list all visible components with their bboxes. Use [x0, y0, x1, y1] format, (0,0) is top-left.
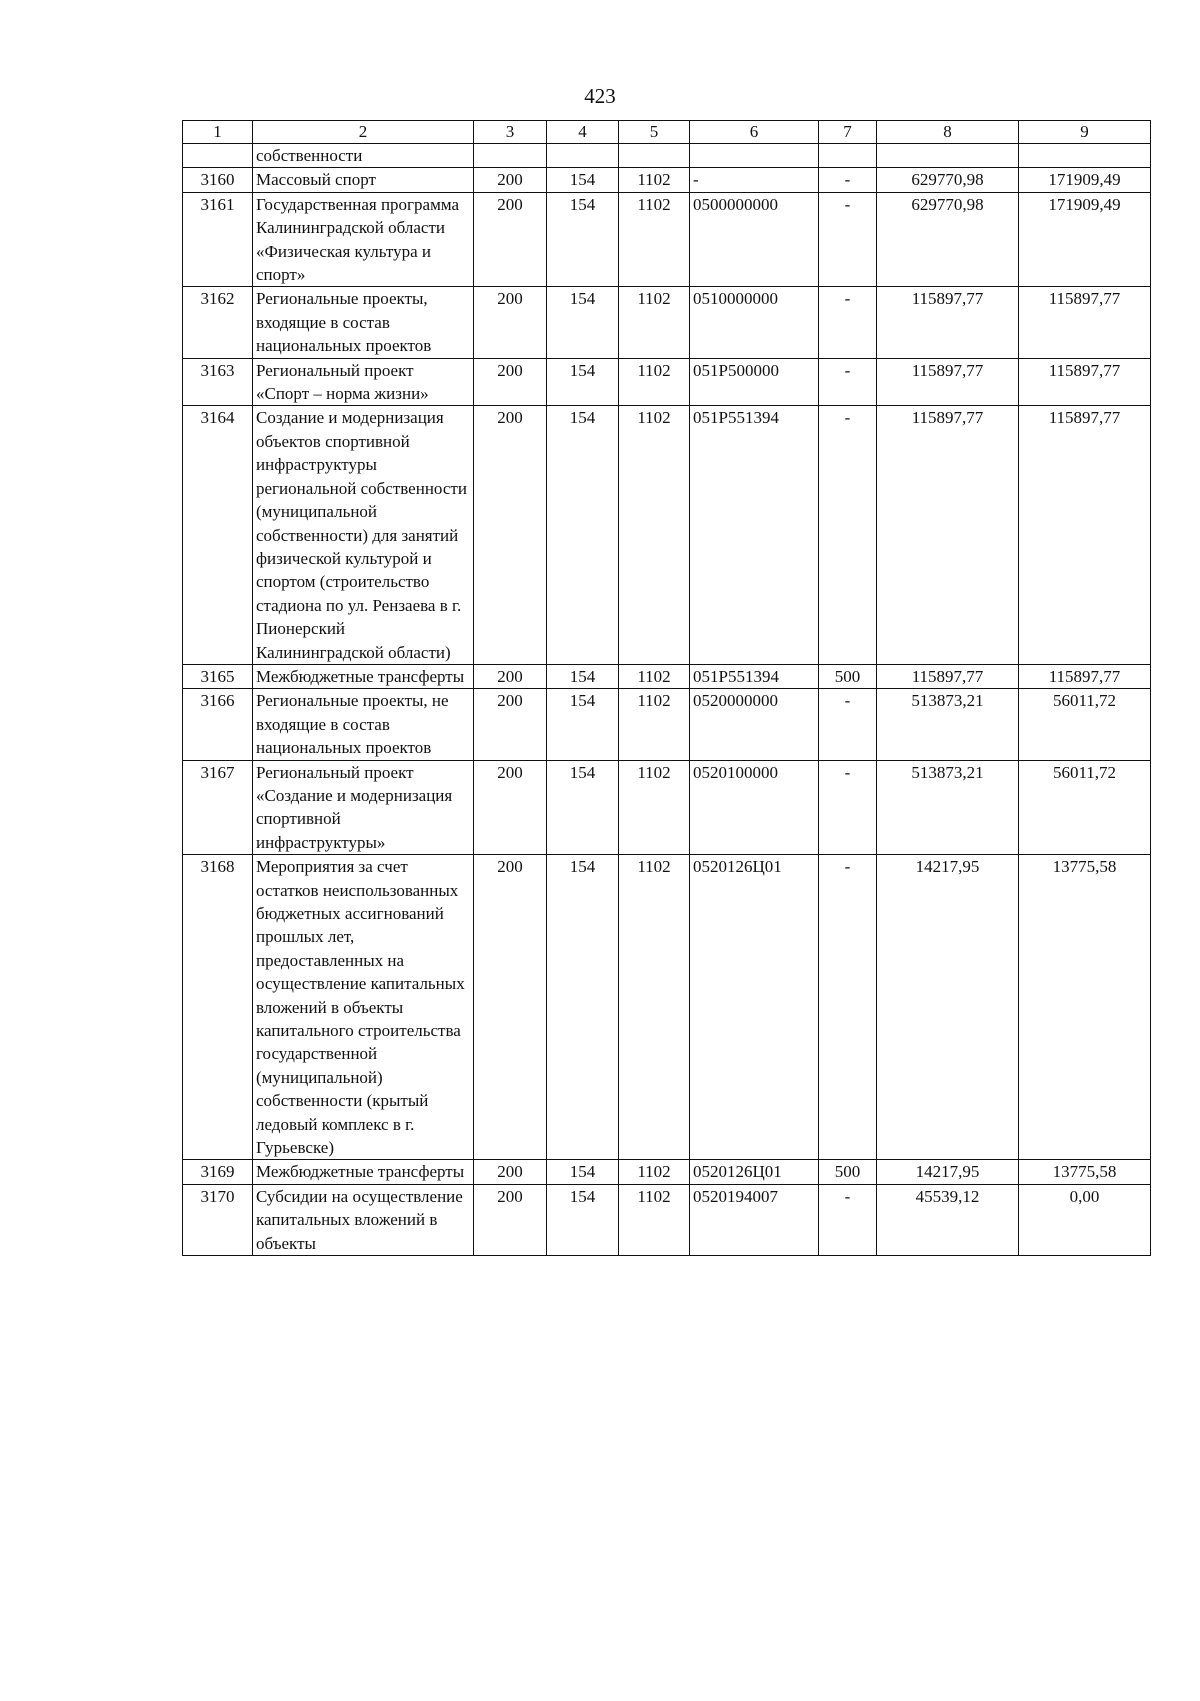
table-row: [183, 664, 1151, 688]
row-name-cell: собственности: [253, 144, 474, 168]
row-name-cell: Государственная программа Калининградской области «Физическая культура и спорт»: [253, 192, 474, 287]
amount-cell: 45539,12: [877, 1184, 1019, 1255]
ministry-code-cell: 200: [474, 406, 547, 664]
amount-cell: [877, 144, 1019, 168]
row-name-cell: Межбюджетные трансферты: [253, 664, 474, 688]
row-number-cell: 3160: [183, 168, 253, 192]
expense-type-cell: -: [819, 760, 877, 855]
amount-cell: 56011,72: [1019, 689, 1151, 760]
row-number-cell: 3161: [183, 192, 253, 287]
amount-cell: 115897,77: [1019, 287, 1151, 358]
row-name-cell: Региональные проекты, не входящие в состав национальных проектов: [253, 689, 474, 760]
department-code-cell: 154: [547, 406, 619, 664]
target-article-cell: 0500000000: [690, 192, 819, 287]
row-number-cell: 3169: [183, 1160, 253, 1184]
column-header: 8: [877, 121, 1019, 144]
amount-cell: 513873,21: [877, 689, 1019, 760]
target-article-cell: 0510000000: [690, 287, 819, 358]
table-row: [183, 760, 1151, 855]
row-name-cell: Межбюджетные трансферты: [253, 1160, 474, 1184]
target-article-cell: 0520126Ц01: [690, 1160, 819, 1184]
row-number-cell: 3164: [183, 406, 253, 664]
column-header: 4: [547, 121, 619, 144]
column-header: 9: [1019, 121, 1151, 144]
ministry-code-cell: 200: [474, 664, 547, 688]
column-header: 5: [619, 121, 690, 144]
department-code-cell: 154: [547, 168, 619, 192]
row-number-cell: 3167: [183, 760, 253, 855]
target-article-cell: 051P500000: [690, 358, 819, 406]
expense-type-cell: [819, 144, 877, 168]
amount-cell: 115897,77: [877, 358, 1019, 406]
ministry-code-cell: 200: [474, 1184, 547, 1255]
column-header-row: [183, 121, 1151, 144]
section-code-cell: 1102: [619, 192, 690, 287]
column-header: 3: [474, 121, 547, 144]
ministry-code-cell: 200: [474, 358, 547, 406]
department-code-cell: 154: [547, 760, 619, 855]
target-article-cell: -: [690, 168, 819, 192]
amount-cell: 115897,77: [877, 287, 1019, 358]
section-code-cell: 1102: [619, 287, 690, 358]
column-header: 7: [819, 121, 877, 144]
table-row: [183, 406, 1151, 664]
section-code-cell: 1102: [619, 664, 690, 688]
department-code-cell: [547, 144, 619, 168]
section-code-cell: 1102: [619, 689, 690, 760]
amount-cell: 115897,77: [1019, 406, 1151, 664]
expense-type-cell: 500: [819, 1160, 877, 1184]
row-number-cell: 3166: [183, 689, 253, 760]
section-code-cell: 1102: [619, 1160, 690, 1184]
amount-cell: 0,00: [1019, 1184, 1151, 1255]
ministry-code-cell: 200: [474, 287, 547, 358]
section-code-cell: 1102: [619, 406, 690, 664]
expense-type-cell: 500: [819, 664, 877, 688]
department-code-cell: 154: [547, 1184, 619, 1255]
target-article-cell: 0520126Ц01: [690, 855, 819, 1160]
amount-cell: 13775,58: [1019, 1160, 1151, 1184]
expense-type-cell: -: [819, 192, 877, 287]
amount-cell: 115897,77: [1019, 664, 1151, 688]
amount-cell: 56011,72: [1019, 760, 1151, 855]
target-article-cell: [690, 144, 819, 168]
department-code-cell: 154: [547, 855, 619, 1160]
table-row: [183, 1160, 1151, 1184]
table-row: [183, 1184, 1151, 1255]
table-row: [183, 358, 1151, 406]
amount-cell: 629770,98: [877, 168, 1019, 192]
expense-type-cell: -: [819, 1184, 877, 1255]
expense-type-cell: -: [819, 168, 877, 192]
ministry-code-cell: 200: [474, 192, 547, 287]
table-row: [183, 192, 1151, 287]
table-row: [183, 689, 1151, 760]
amount-cell: 14217,95: [877, 1160, 1019, 1184]
amount-cell: 115897,77: [1019, 358, 1151, 406]
column-header: 6: [690, 121, 819, 144]
section-code-cell: 1102: [619, 855, 690, 1160]
expense-type-cell: -: [819, 406, 877, 664]
department-code-cell: 154: [547, 192, 619, 287]
row-name-cell: Массовый спорт: [253, 168, 474, 192]
expense-type-cell: -: [819, 358, 877, 406]
row-name-cell: Создание и модернизация объектов спортивной инфраструктуры региональной собственности (муниципальной собственности) для занятий физической культурой и спортом (строительство стадиона по ул. Рензаева в г. Пионерский Калининградской области): [253, 406, 474, 664]
expense-type-cell: -: [819, 689, 877, 760]
ministry-code-cell: 200: [474, 1160, 547, 1184]
department-code-cell: 154: [547, 664, 619, 688]
row-name-cell: Региональный проект «Создание и модернизация спортивной инфраструктуры»: [253, 760, 474, 855]
amount-cell: 629770,98: [877, 192, 1019, 287]
department-code-cell: 154: [547, 1160, 619, 1184]
table-row: [183, 144, 1151, 168]
table-body: [183, 144, 1151, 1256]
amount-cell: 513873,21: [877, 760, 1019, 855]
amount-cell: 13775,58: [1019, 855, 1151, 1160]
amount-cell: 14217,95: [877, 855, 1019, 1160]
department-code-cell: 154: [547, 358, 619, 406]
page-number: 423: [584, 84, 616, 108]
ministry-code-cell: [474, 144, 547, 168]
target-article-cell: 051P551394: [690, 406, 819, 664]
row-number-cell: [183, 144, 253, 168]
amount-cell: 171909,49: [1019, 168, 1151, 192]
ministry-code-cell: 200: [474, 689, 547, 760]
table-row: [183, 287, 1151, 358]
row-name-cell: Мероприятия за счет остатков неиспользованных бюджетных ассигнований прошлых лет, предоставленных на осуществление капитальных вложений в объекты капитального строительства государственной (муниципальной) собственности (крытый ледовый комплекс в г. Гурьевске): [253, 855, 474, 1160]
target-article-cell: 0520000000: [690, 689, 819, 760]
amount-cell: 171909,49: [1019, 192, 1151, 287]
table-row: [183, 855, 1151, 1160]
table-row: [183, 168, 1151, 192]
row-number-cell: 3170: [183, 1184, 253, 1255]
amount-cell: 115897,77: [877, 406, 1019, 664]
amount-cell: 115897,77: [877, 664, 1019, 688]
section-code-cell: 1102: [619, 760, 690, 855]
budget-table: [182, 120, 1151, 1256]
column-header: 2: [253, 121, 474, 144]
row-name-cell: Региональные проекты, входящие в состав национальных проектов: [253, 287, 474, 358]
expense-type-cell: -: [819, 855, 877, 1160]
row-number-cell: 3168: [183, 855, 253, 1160]
department-code-cell: 154: [547, 287, 619, 358]
column-header: 1: [183, 121, 253, 144]
target-article-cell: 0520100000: [690, 760, 819, 855]
row-number-cell: 3165: [183, 664, 253, 688]
target-article-cell: 051P551394: [690, 664, 819, 688]
ministry-code-cell: 200: [474, 168, 547, 192]
amount-cell: [1019, 144, 1151, 168]
ministry-code-cell: 200: [474, 855, 547, 1160]
section-code-cell: 1102: [619, 358, 690, 406]
section-code-cell: 1102: [619, 1184, 690, 1255]
row-name-cell: Субсидии на осуществление капитальных вложений в объекты: [253, 1184, 474, 1255]
ministry-code-cell: 200: [474, 760, 547, 855]
section-code-cell: 1102: [619, 168, 690, 192]
target-article-cell: 0520194007: [690, 1184, 819, 1255]
row-number-cell: 3162: [183, 287, 253, 358]
department-code-cell: 154: [547, 689, 619, 760]
section-code-cell: [619, 144, 690, 168]
row-number-cell: 3163: [183, 358, 253, 406]
expense-type-cell: -: [819, 287, 877, 358]
row-name-cell: Региональный проект «Спорт – норма жизни»: [253, 358, 474, 406]
